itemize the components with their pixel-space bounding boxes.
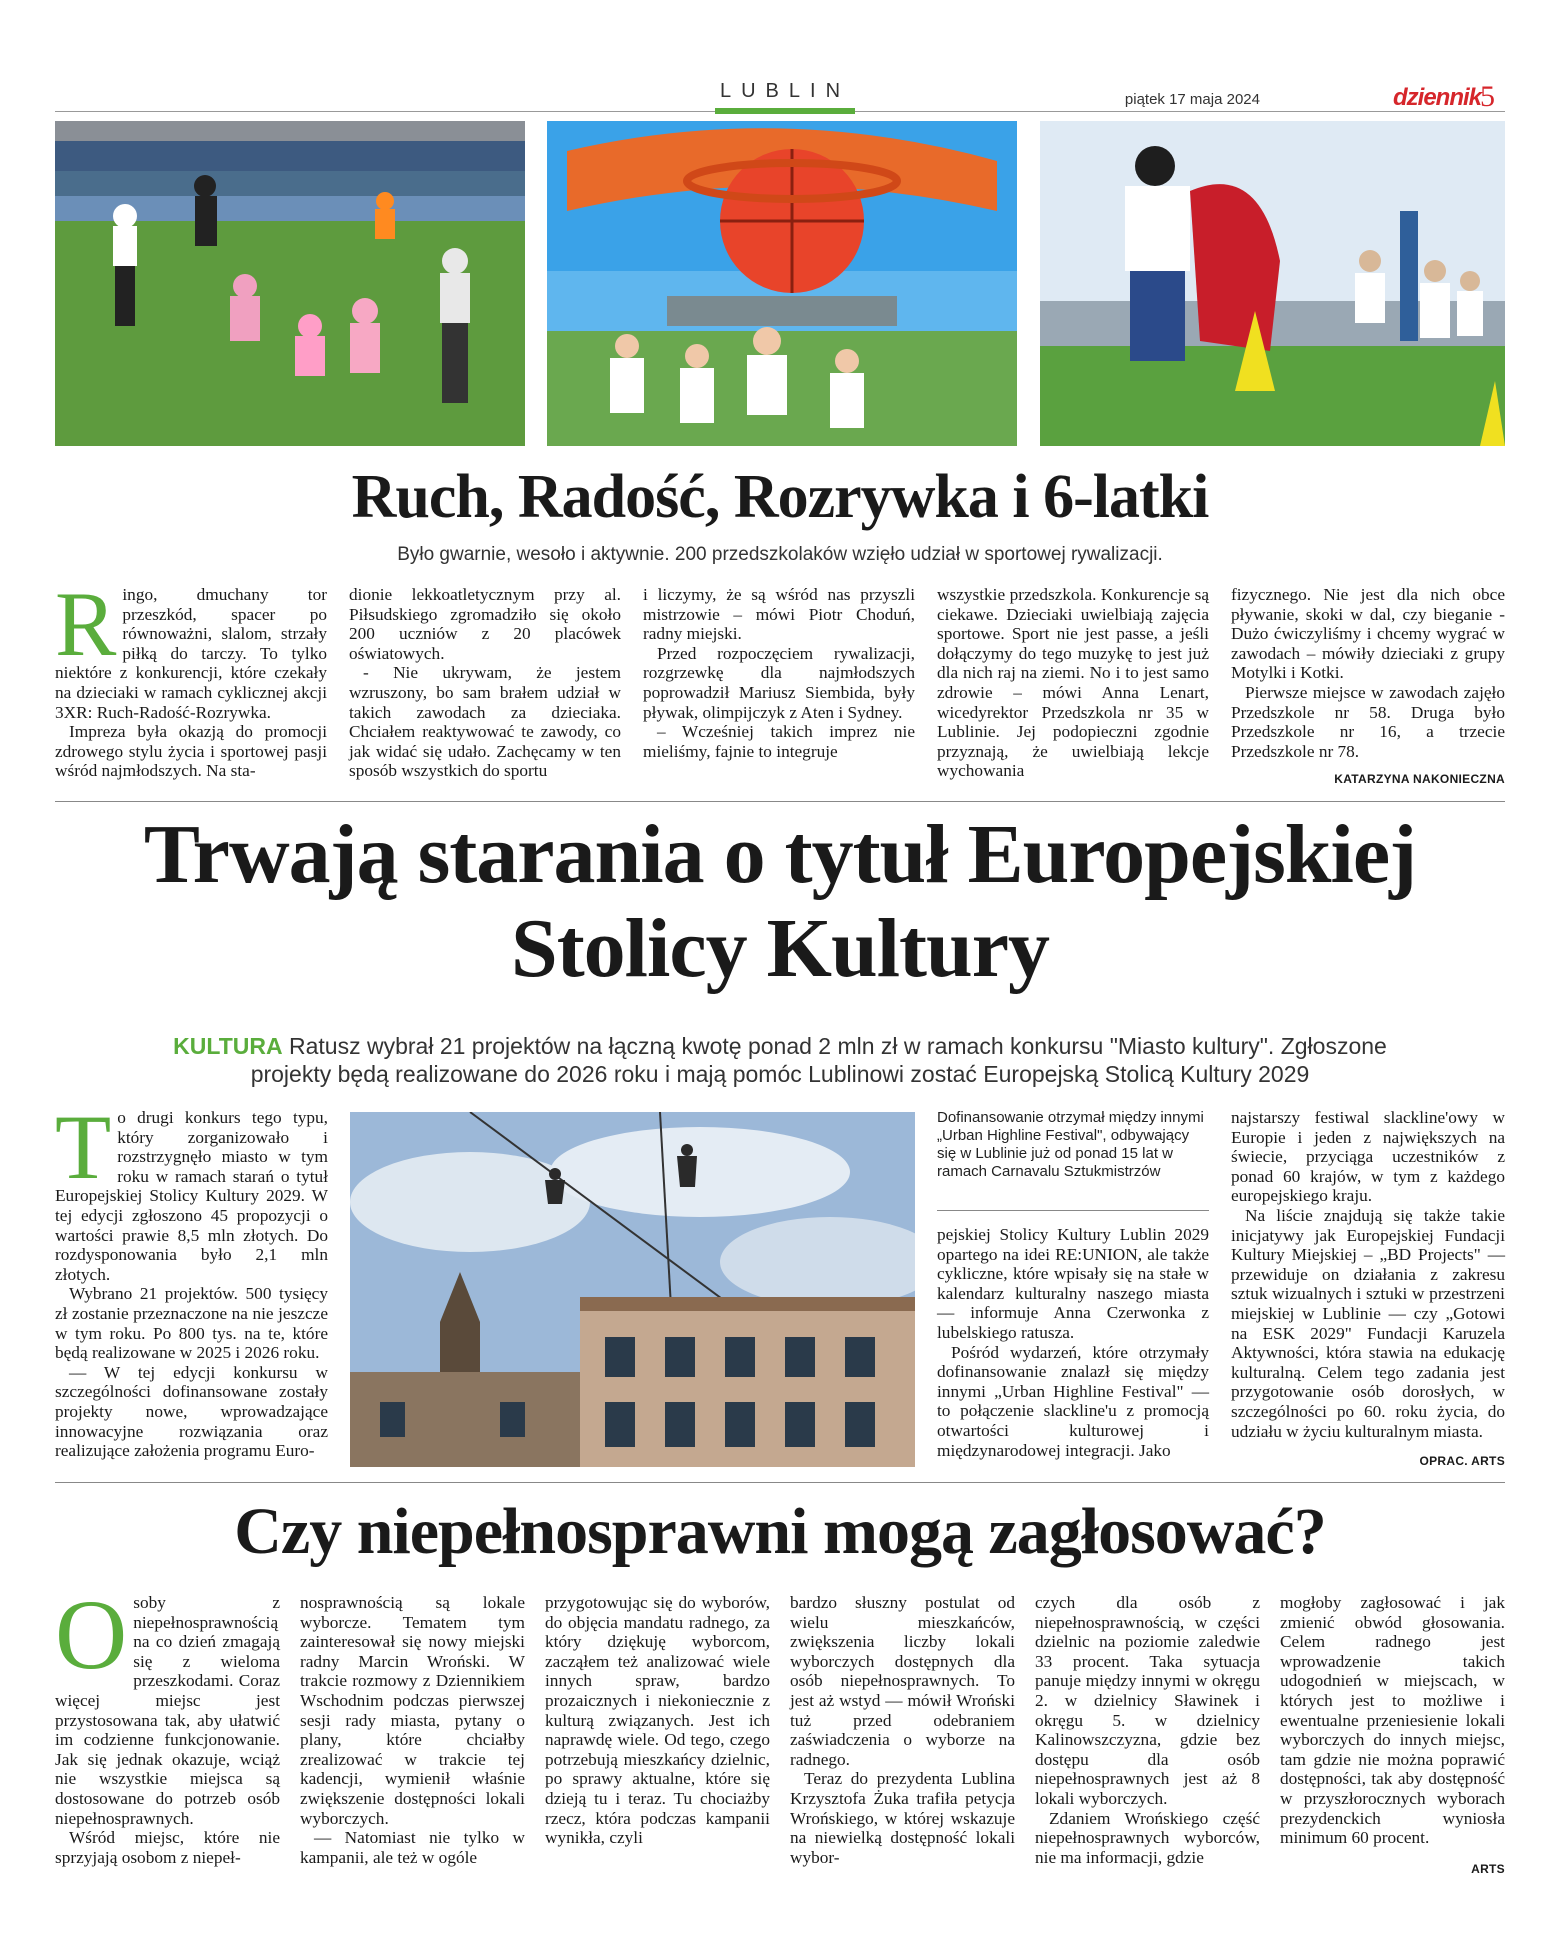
article1-paragraph: – Wcześniej takich imprez nie mieliśmy, fajnie to integruje — [643, 722, 915, 761]
article3-column-6 — [1280, 1593, 1505, 1848]
article2-title-line1: Trwają starania o tytuł Europejskiej — [143, 808, 1417, 901]
article2-kicker: KULTURA — [173, 1033, 283, 1059]
article2-column-3 — [937, 1225, 1209, 1460]
article3-column-4 — [790, 1593, 1015, 1867]
article3-dropcap: O — [55, 1579, 128, 1690]
photo-caption: Dofinansowanie otrzymał między innymi „Urban Highline Festival", odbywający się w Lublinie już od ponad 15 lat w ramach Carnavalu Sztukmistrzów — [937, 1109, 1204, 1180]
article3-paragraph: Wśród miejsc, które nie sprzyjają osobom z niepeł- — [55, 1828, 280, 1867]
article2-lead-line1: Ratusz wybrał 21 projektów na łączną kwotę ponad 2 mln zł w ramach konkursu "Miasto kultury". Zgłoszone — [289, 1033, 1387, 1059]
article1-byline: KATARZYNA NAKONIECZNA — [1334, 772, 1505, 786]
article3-paragraph: nosprawnością są lokale wyborcze. Tematem tym zainteresował się nowy miejski radny Marcin Wroński. W trakcie rozmowy z Dziennikiem Wschodnim podczas pierwszej sesji rady miasta, pytany o plany, które chciałby zrealizować w trakcie tej kadencji, wymienił właśnie zwiększenie dostępności lokali wyborczych. — [300, 1593, 525, 1828]
article1-column-5 — [1231, 585, 1505, 761]
article2-title-line2: Stolicy Kultury — [510, 902, 1049, 995]
article1-dropcap: R — [55, 573, 117, 675]
divider — [55, 1482, 1505, 1483]
article2-paragraph: Na liście znajdują się także takie inicjatywy jak Europejskiej Fundacji Kultury Miejskiej – „BD Projects" — przewiduje on działania z zakresu sztuk wizualnych i sztuki w przestrzeni miejskiej w Lublinie — czy „Gotowi na ESK 2029" Fundacji Karuzela Aktywności, która stawia na edukację kulturalną. Celem tego zadania jest przygotowanie osób dorosłych, w szczególności po 60. roku życia, do udziału w życiu kulturalnym miasta. — [1231, 1205, 1505, 1441]
article3-paragraph: Teraz do prezydenta Lublina Krzysztofa Żuka trafiła petycja Wrońskiego, w której wskazuje na niewielką dostępność lokali wybor- — [790, 1769, 1015, 1867]
photo-kids-running — [1040, 121, 1505, 446]
page-number: 5 — [1480, 80, 1495, 113]
article2-column-1 — [55, 1096, 328, 1461]
article1-paragraph: wszystkie przedszkola. Konkurencje są ciekawe. Dzieciaki uwielbiają zajęcia sportowe. Sport nie jest passe, a jeśli dołączymy do tego muzykę to jest już dla nich raj na ziemi. No i to jest samo zdrowie – mówi Anna Lenart, wicedyrektor Przedszkola nr 35 w Lublinie. Jej podopieczni zgodnie przyznają, że uwielbiają lekcje wychowania — [937, 585, 1209, 781]
article3-paragraph: Zdaniem Wrońskiego część niepełnosprawnych wyborców, nie ma informacji, gdzie — [1035, 1808, 1260, 1867]
article3-column-1 — [55, 1579, 280, 1867]
section-underline — [715, 108, 855, 114]
article2-lead-line2: projekty będą realizowane do 2026 roku i mają pomóc Lublinowi zostać Europejską Stolicą Kultury 2029 — [250, 1061, 1310, 1087]
article3-title: Czy niepełnosprawni mogą zagłosować? — [234, 1495, 1326, 1568]
article3-column-2 — [300, 1593, 525, 1867]
article1-column-4 — [937, 585, 1209, 781]
article3-paragraph: przygotowując się do wyborów, do objęcia mandatu radnego, za który dziękuję wyborcom, zacząłem też analizować wiele innych spraw, bardzo prozaicznych i niekoniecznie z kulturą związanych. Jest ich naprawdę wiele. Od tego, czego potrzebują mieszkańcy dzielnic, po sprawy aktualne, które się dzieją tu i teraz. Tu chociażby rzecz, która podczas kampanii wynikła, czyli — [545, 1593, 770, 1848]
article2-paragraph: Wybrano 21 projektów. 500 tysięcy zł zostanie przeznaczone na nie jeszcze w tym roku. Po 800 tys. na te, które będą realizowane w 2025 i 2026 roku. — [55, 1284, 328, 1363]
article3-paragraph: bardzo słuszny postulat od wielu mieszkańców, zwiększenia liczby lokali wyborczych dostępnych dla osób niepełnosprawnych. To jest aż wstyd — mówił Wroński tuż przed odebraniem zaświadczenia o wyborze na radnego. — [790, 1593, 1015, 1769]
article1-column-2 — [349, 585, 621, 781]
article1-title: Ruch, Radość, Rozrywka i 6-latki — [351, 463, 1209, 531]
article1-paragraph: Pierwsze miejsce w zawodach zajęło Przedszkole nr 58. Druga było Przedszkole nr 16, a trzecie Przedszkole nr 78. — [1231, 682, 1505, 761]
article1-lead: Było gwarnie, wesoło i aktywnie. 200 przedszkolaków wzięło udział w sportowej rywalizacji. — [397, 544, 1163, 565]
article3-byline: ARTS — [1471, 1862, 1505, 1876]
issue-date: piątek 17 maja 2024 — [1124, 91, 1260, 108]
article2-paragraph: o drugi konkurs tego typu, który zorganizowało i rozstrzygnęło miasto w tym roku w ramach starań o tytuł Europejskiej Stolicy Kultury 2029. W tej edycji zgłoszono 45 propozycji o wartości prawie 8,5 mln złotych. Do rozdysponowania było 2,1 mln złotych. — [55, 1108, 328, 1284]
section-label: LUBLIN — [719, 80, 851, 102]
article2-dropcap: T — [55, 1096, 112, 1198]
article3-column-5 — [1035, 1593, 1260, 1867]
article3-column-3 — [545, 1593, 770, 1848]
photo-kids-warmup — [55, 121, 525, 446]
article2-paragraph: najstarszy festiwal slackline'owy w Europie i jeden z największych na świecie, przyciąga uczestników z ponad 60 krajów, w tym z każdego europejskiego kraju. — [1231, 1108, 1505, 1206]
article2-paragraph: Pośród wydarzeń, które otrzymały dofinansowanie znalazł się między innymi „Urban Highline Festival" — to połączenie slackline'u z promocją otwartości kulturowej i międzynarodowej integracji. Jako — [937, 1342, 1209, 1460]
article1-paragraph: ingo, dmuchany tor przeszkód, spacer po równoważni, slalom, strzały piłką do tarczy. To tylko niektóre z konkurencji, które czekały na dzieciaki w ramach cyklicznej akcji 3XR: Ruch-Radość-Rozrywka. — [55, 585, 327, 722]
newspaper-logo: dziennik — [1393, 84, 1482, 111]
article3-paragraph: czych dla osób z niepełnosprawnością, w części dzielnic na poziomie zaledwie 33 procent. Taka sytuacja panuje między innymi w okręgu 2. w dzielnicy Sławinek i okręgu 5. w dzielnicy Kalinowszczyzna, gdzie bez dostępu dla osób niepełnosprawnych jest aż 8 lokali wyborczych. — [1035, 1593, 1260, 1808]
photo-basketball-hoop — [547, 121, 1017, 446]
article1-paragraph: i liczymy, że są wśród nas przyszli mistrzowie – mówi Piotr Choduń, radny miejski. — [643, 585, 915, 644]
divider — [55, 801, 1505, 802]
article2-byline: OPRAC. ARTS — [1419, 1454, 1505, 1468]
article2-column-4 — [1231, 1108, 1505, 1441]
article1-column-3 — [643, 585, 915, 761]
article1-paragraph: dionie lekkoatletycznym przy al. Piłsudskiego zgromadziło się około 200 uczniów z 20 placówek oświatowych. — [349, 585, 621, 663]
article1-paragraph: Przed rozpoczęciem rywalizacji, rozgrzewkę dla najmłodszych poprowadził Mariusz Siembida, były pływak, olimpijczyk z Aten i Sydney. — [643, 643, 915, 722]
article2-paragraph: — W tej edycji konkursu w szczególności dofinansowane zostały projekty nowe, wprowadzające innowacyjne rozwiązania oraz realizujące założenia programu Euro- — [55, 1362, 328, 1461]
caption-rule — [937, 1210, 1209, 1211]
article3-paragraph: soby z niepełnosprawnością na co dzień zmagają się z wieloma przeszkodami. Coraz więcej miejsc jest przystosowana tak, aby ułatwić im codzienne funkcjonowanie. Jak się jednak okazuje, wciąż nie wszystkie miejsca są dostosowane do potrzeb osób niepełnosprawnych. — [55, 1593, 280, 1828]
article2-title — [55, 808, 1505, 996]
article2-paragraph: pejskiej Stolicy Kultury Lublin 2029 opartego na idei RE:UNION, ale także cykliczne, które wpisały się na stałe w kalendarz kulturalny naszego miasta — informuje Anna Czerwonka z lubelskiego ratusza. — [937, 1225, 1209, 1342]
article2-lead — [55, 1032, 1505, 1088]
article1-column-1 — [55, 573, 327, 781]
article3-paragraph: mogłoby zagłosować i jak zmienić obwód głosowania. Celem radnego jest wprowadzenie takich udogodnień w miejscach, w których jest to możliwe i ewentualne przeniesienie lokali wyborczych do innych miejsc, tam gdzie nie można poprawić dostępności, tak aby dostępność w przyszłorocznych wyborach prezydenckich wyniosła minimum 60 procent. — [1280, 1593, 1505, 1848]
article1-paragraph: - Nie ukrywam, że jestem wzruszony, bo sam brałem udział w takich zawodach za dzieciaka. Chciałem reaktywować te zawody, co jak widać się udało. Zachęcamy w ten sposób wszystkich do sportu — [349, 663, 621, 781]
article1-paragraph: Impreza była okazją do promocji zdrowego stylu życia i sportowej pasji wśród najmłodszych. Na sta- — [55, 722, 327, 781]
article1-paragraph: fizycznego. Nie jest dla nich obce pływanie, skoki w dal, czy bieganie - Dużo ćwiczyliśmy i chcemy wygrać w zawodach – mówiły dzieciaki z grupy Motylki i Kotki. — [1231, 585, 1505, 683]
photo-slackline-festival — [350, 1112, 915, 1467]
article3-paragraph: — Natomiast nie tylko w kampanii, ale też w ogóle — [300, 1828, 525, 1867]
